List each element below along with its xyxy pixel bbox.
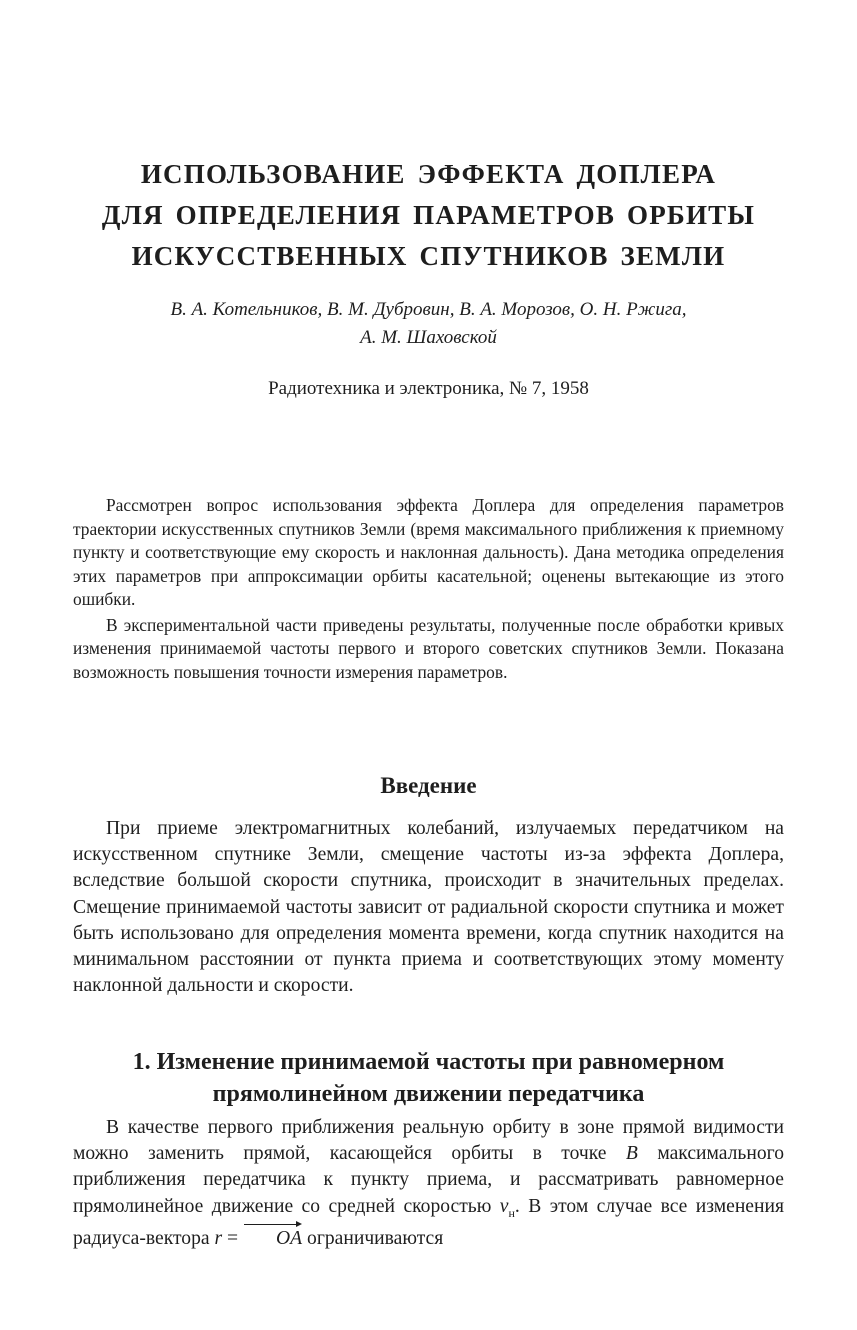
text-run: В качестве первого приближения реальную орбиту в зоне прямой видимости можно заменить прямой, касающейся орбиты в точке <box>73 1117 784 1165</box>
authors-line: А. М. Шаховской <box>360 327 497 348</box>
section-heading-line: прямолинейном движении передатчика <box>212 1081 645 1107</box>
text-run: максимального приближения передатчика к пункту приема, и рассматривать равномерное прямолинейное движение со средней скоростью <box>73 1143 784 1217</box>
section-1-paragraph <box>73 1115 784 1252</box>
publication-source: Радиотехника и электроника, № 7, 1958 <box>268 378 589 399</box>
paper-title <box>60 154 797 277</box>
abstract-paragraph: В экспериментальной части приведены результаты, полученные после обработки кривых изменения принимаемой частоты первого и второго советских спутников Земли. Показана возможность повышения точности измерения параметров. <box>73 614 784 682</box>
velocity-symbol: v <box>499 1195 509 1217</box>
math-velocity <box>499 1195 515 1220</box>
title-line: ИСПОЛЬЗОВАНИЕ ЭФФЕКТА ДОПЛЕРА <box>140 159 717 189</box>
authors-line: В. А. Котельников, В. М. Дубровин, В. А. Морозов, О. Н. Ржига, <box>170 299 687 320</box>
section-heading-introduction: Введение <box>380 773 477 798</box>
abstract <box>73 494 784 684</box>
math-equals: = <box>222 1227 243 1249</box>
section-heading-line: 1. Изменение принимаемой частоты при равномерном <box>132 1049 725 1075</box>
math-point-b: B <box>625 1143 638 1165</box>
abstract-paragraph: Рассмотрен вопрос использования эффекта Доплера для определения параметров траектории искусственных спутников Земли (время максимального приближения к приемному пункту и соответствующие ему скорость и наклонная дальность). Дана методика определения этих параметров при аппроксимации орбиты касательной; оценены вытекающие из этого ошибки. <box>73 495 784 609</box>
text-run: ограничиваются <box>302 1227 444 1249</box>
vector-oa: OA <box>243 1226 302 1252</box>
velocity-subscript: н <box>508 1205 515 1220</box>
introduction-paragraph: При приеме электромагнитных колебаний, излучаемых передатчиком на искусственном спутнике Земли, смещение частоты из-за эффекта Доплера, вследствие большой скорости спутника, происходит в значительных пределах. Смещение принимаемой частоты зависит от радиальной скорости спутника и может быть использовано для определения момента времени, когда спутник находится на минимальном расстоянии от пункта приема и соответствующих этому моменту наклонной дальности и скорости. <box>73 818 784 997</box>
text-run: . В этом случае все изменения радиуса-вектора <box>73 1195 784 1249</box>
authors <box>60 296 797 352</box>
title-line: ИСКУССТВЕННЫХ СПУТНИКОВ ЗЕМЛИ <box>131 241 726 271</box>
math-radius-vector: r <box>214 1227 223 1249</box>
title-line: ДЛЯ ОПРЕДЕЛЕНИЯ ПАРАМЕТРОВ ОРБИТЫ <box>101 200 756 230</box>
section-heading-1 <box>60 1046 797 1110</box>
